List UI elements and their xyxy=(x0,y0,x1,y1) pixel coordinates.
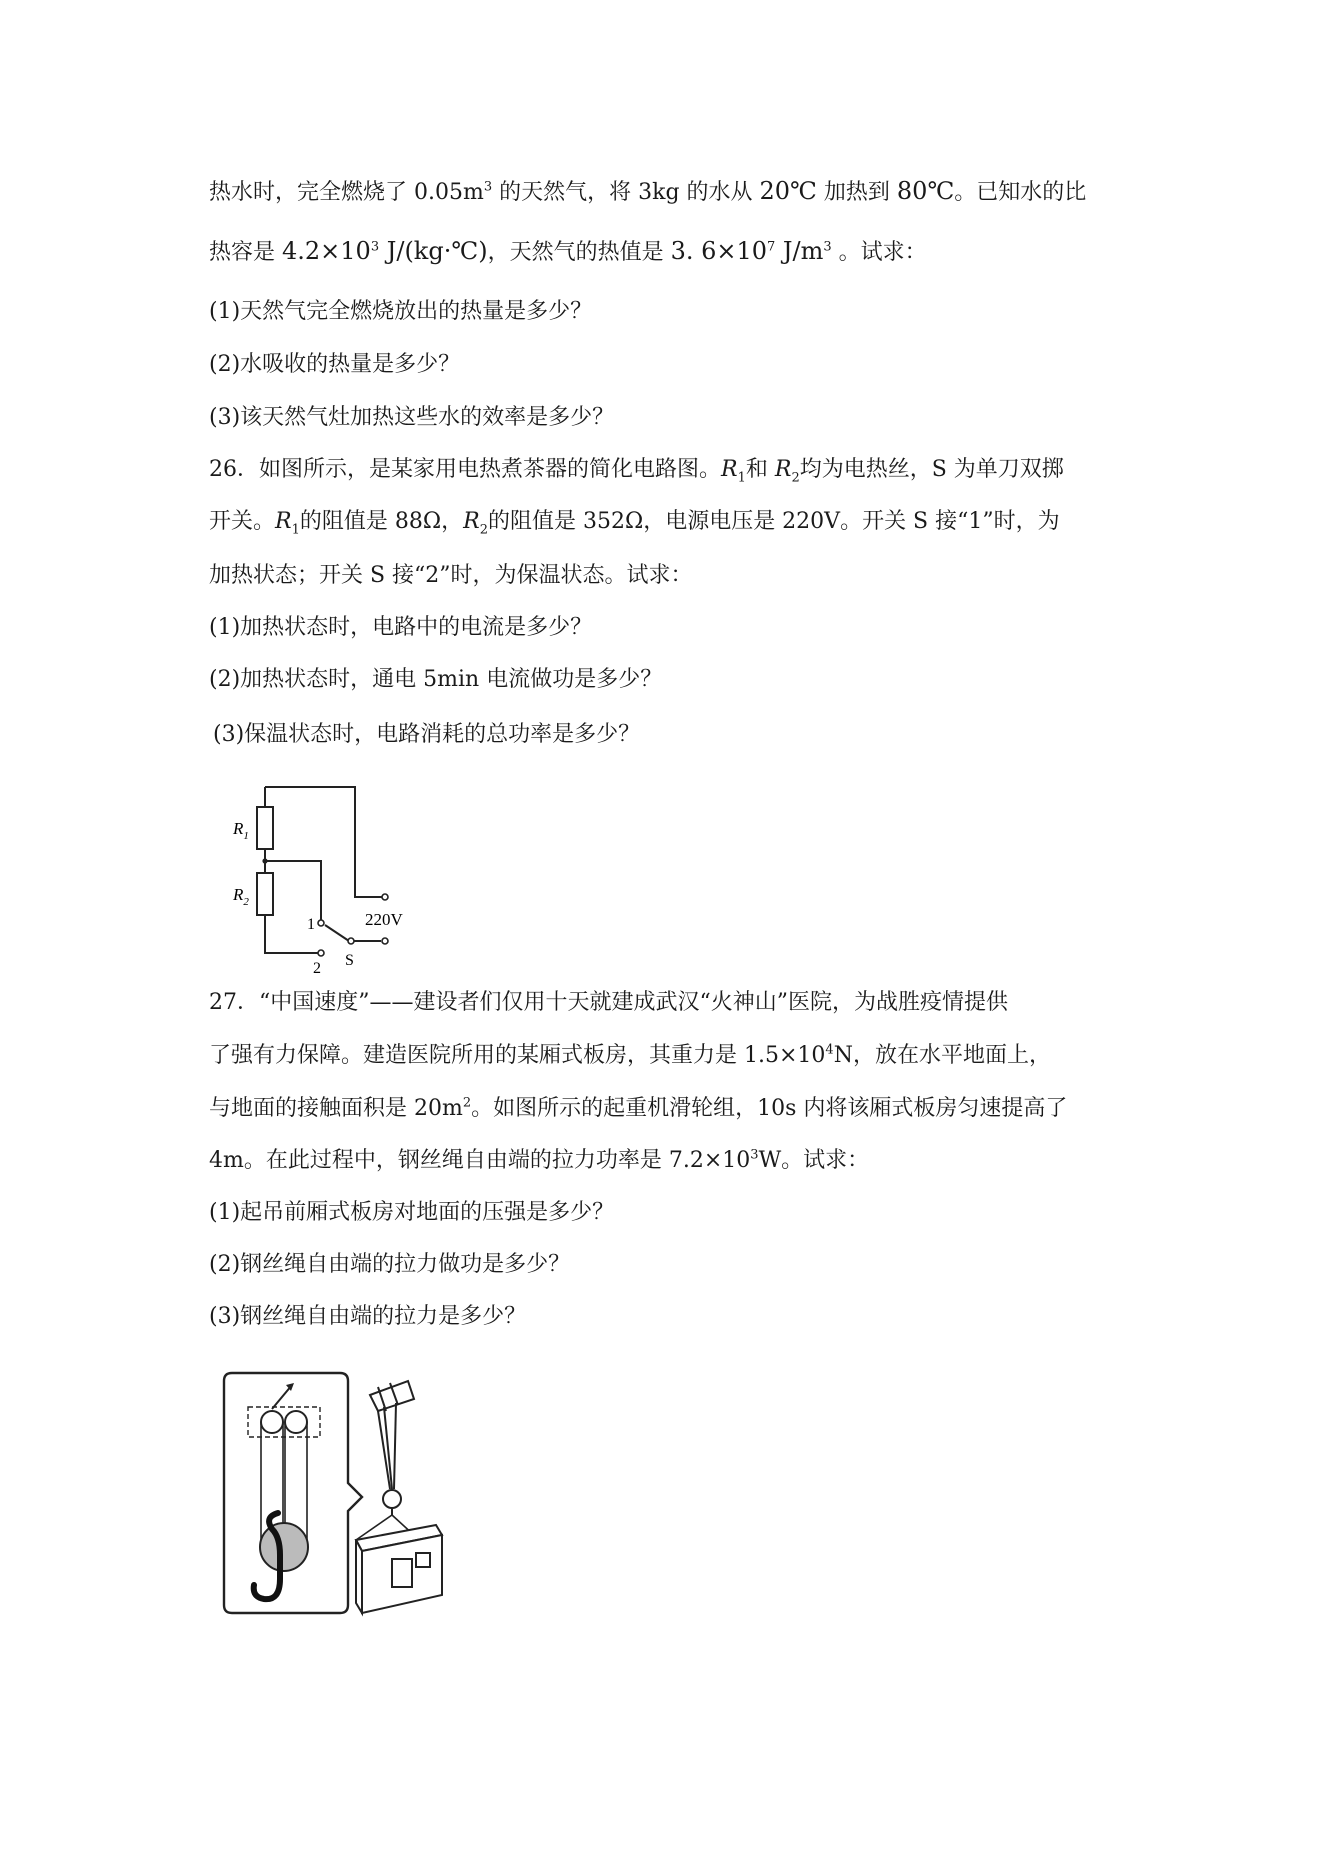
superscript: 3 xyxy=(483,179,493,195)
temperature: 20℃ xyxy=(759,177,817,205)
subscript: 1 xyxy=(291,522,300,538)
q27-text: 与地面的接触面积是 20m xyxy=(209,1096,463,1121)
terminal-1 xyxy=(318,920,324,926)
symbol-r: R xyxy=(463,509,480,534)
q26-line-3: 加热状态；开关 S 接“2”时，为保温状态。试求： xyxy=(209,563,693,588)
terminal-2 xyxy=(318,950,324,956)
q27-sub-3: (3)钢丝绳自由端的拉力是多少？ xyxy=(209,1304,527,1329)
subscript: 2 xyxy=(479,522,488,538)
q26-text: 开关。 xyxy=(209,509,276,534)
q25-line-1 xyxy=(209,176,1086,208)
superscript: 7 xyxy=(767,239,776,255)
q25-text: 热水时，完全燃烧了 0.05m xyxy=(209,180,484,205)
label-terminal-2: 2 xyxy=(313,960,321,977)
switch-pivot xyxy=(348,938,354,944)
label-terminal-1: 1 xyxy=(307,916,315,933)
fixed-pulley-right xyxy=(285,1411,307,1433)
q26-text: 的阻值是 352Ω，电源电压是 220V。开关 S 接“1”时，为 xyxy=(487,509,1060,534)
q25-text: ，天然气的热值是 xyxy=(487,240,671,265)
superscript: 3 xyxy=(370,239,380,255)
q27-line-1: 27．“中国速度”——建设者们仅用十天就建成武汉“火神山”医院，为战胜疫情提供 xyxy=(209,990,1008,1015)
label-voltage: 220V xyxy=(365,910,403,929)
circuit-diagram xyxy=(225,775,425,980)
symbol-r: R xyxy=(774,457,792,482)
power-terminal-top xyxy=(382,894,388,900)
resistor-r1 xyxy=(257,807,273,849)
q27-line-2 xyxy=(209,1041,1051,1071)
q27-line-4 xyxy=(209,1146,869,1176)
q26-line-2 xyxy=(209,507,1060,537)
q27-text: W。试求： xyxy=(758,1148,870,1173)
fixed-pulley-left xyxy=(261,1411,283,1433)
label-r2: $R_2$ xyxy=(233,885,249,908)
subscript: 2 xyxy=(791,470,800,486)
q26-sub-3: (3)保温状态时，电路消耗的总功率是多少？ xyxy=(213,722,641,747)
q25-text: 。试求： xyxy=(831,240,927,265)
q26-text: 均为电热丝，S 为单刀双掷 xyxy=(799,457,1064,482)
unit: J/(kg·℃) xyxy=(379,237,488,265)
crane-arm xyxy=(370,1381,414,1411)
q25-text: 热容是 xyxy=(209,240,282,265)
q26-text: 的阻值是 88Ω， xyxy=(299,509,464,534)
symbol-r: R xyxy=(721,457,738,482)
superscript: 3 xyxy=(823,239,832,255)
q27-sub-1: (1)起吊前厢式板房对地面的压强是多少？ xyxy=(209,1200,615,1225)
superscript: 2 xyxy=(462,1095,472,1111)
q25-sub-2: (2)水吸收的热量是多少？ xyxy=(209,352,461,377)
q27-sub-2: (2)钢丝绳自由端的拉力做功是多少？ xyxy=(209,1252,571,1277)
q25-text: 。已知水的比 xyxy=(954,180,1087,205)
power-terminal-bottom xyxy=(382,938,388,944)
q25-line-2 xyxy=(209,236,927,268)
callout-box xyxy=(224,1373,362,1613)
house-door xyxy=(392,1559,412,1587)
superscript: 3 xyxy=(750,1147,759,1163)
q27-text: 了强有力保障。建造医院所用的某厢式板房，其重力是 1.5×10 xyxy=(209,1043,826,1068)
cable xyxy=(394,1403,396,1489)
q26-text: 26．如图所示，是某家用电热煮茶器的简化电路图。 xyxy=(209,457,721,482)
subscript: 1 xyxy=(737,470,746,486)
q26-sub-1: (1)加热状态时，电路中的电流是多少？ xyxy=(209,615,593,640)
q25-text: 的天然气，将 3kg 的水从 xyxy=(492,180,760,205)
symbol-r: R xyxy=(275,509,292,534)
crane-pulley-figure xyxy=(220,1365,470,1620)
superscript: 4 xyxy=(825,1042,834,1058)
q27-text: 。如图所示的起重机滑轮组，10s 内将该厢式板房匀速提高了 xyxy=(471,1096,1068,1121)
q26-sub-2: (2)加热状态时，通电 5min 电流做功是多少？ xyxy=(209,667,663,692)
house-window xyxy=(416,1553,430,1567)
movable-pulley xyxy=(260,1523,308,1571)
label-switch: S xyxy=(345,952,354,969)
temperature: 80℃ xyxy=(896,177,955,205)
switch-blade xyxy=(325,925,349,941)
heat-value: 3. 6×10 xyxy=(670,237,768,265)
crane-hook-block xyxy=(383,1490,401,1508)
house-side xyxy=(356,1540,362,1613)
specific-heat-value: 4.2×10 xyxy=(282,237,371,265)
q26-line-1 xyxy=(209,455,1064,485)
q26-text: 和 xyxy=(745,457,775,482)
q25-sub-3: (3)该天然气灶加热这些水的效率是多少？ xyxy=(209,405,615,430)
label-r1: $R_1$ xyxy=(233,819,249,842)
wire-top xyxy=(265,787,383,897)
unit: J/m xyxy=(775,237,824,265)
q27-text: N，放在水平地面上， xyxy=(833,1043,1051,1068)
q27-line-3 xyxy=(209,1094,1067,1124)
q27-text: 4m。在此过程中，钢丝绳自由端的拉力功率是 7.2×10 xyxy=(209,1148,751,1173)
q25-text: 加热到 xyxy=(816,180,897,205)
junction-dot xyxy=(262,858,267,863)
q25-sub-1: (1)天然气完全燃烧放出的热量是多少？ xyxy=(209,299,593,324)
resistor-r2 xyxy=(257,873,273,915)
